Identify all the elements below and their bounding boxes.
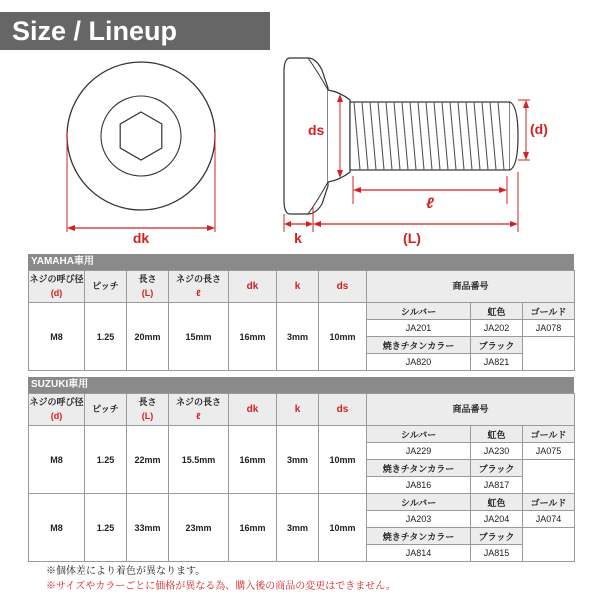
section-label-suzuki: SUZUKI車用 — [28, 377, 574, 393]
cell-dk: 16mm — [229, 494, 277, 562]
product-code: JA816 — [367, 477, 471, 494]
spec-table-suzuki — [28, 393, 575, 562]
cell-thread-length: 15mm — [169, 303, 229, 371]
color-label-black: ブラック — [471, 460, 523, 477]
header-pitch: ピッチ — [85, 271, 127, 303]
header-length: 長さ (L) — [127, 271, 169, 303]
color-label-rainbow: 虹色 — [471, 303, 523, 320]
color-label-gold: ゴールド — [523, 426, 575, 443]
table-header-row — [29, 271, 575, 303]
table-row — [29, 303, 575, 320]
empty-cell — [523, 460, 575, 494]
cell-thread-length: 23mm — [169, 494, 229, 562]
cell-dk: 16mm — [229, 303, 277, 371]
product-code: JA815 — [471, 545, 523, 562]
header-ds: ds — [319, 394, 367, 426]
header-dk: dk — [229, 271, 277, 303]
ds-label: ds — [308, 122, 325, 138]
product-code: JA074 — [523, 511, 575, 528]
product-code: JA817 — [471, 477, 523, 494]
cell-pitch: 1.25 — [85, 303, 127, 371]
k-label: k — [294, 230, 302, 246]
cell-d: M8 — [29, 494, 85, 562]
cell-length: 20mm — [127, 303, 169, 371]
cell-ds: 10mm — [319, 426, 367, 494]
header-ds: ds — [319, 271, 367, 303]
color-label-silver: シルバー — [367, 494, 471, 511]
spec-table-yamaha — [28, 270, 575, 371]
color-label-burnt-titanium: 焼きチタンカラー — [367, 528, 471, 545]
color-label-rainbow: 虹色 — [471, 426, 523, 443]
product-code: JA229 — [367, 443, 471, 460]
cell-length: 33mm — [127, 494, 169, 562]
header-product-code: 商品番号 — [367, 394, 575, 426]
product-code: JA201 — [367, 320, 471, 337]
header-nominal: ネジの呼び径 (d) — [29, 394, 85, 426]
cell-k: 3mm — [277, 426, 319, 494]
header-k: k — [277, 394, 319, 426]
notes — [46, 564, 396, 594]
empty-cell — [523, 337, 575, 371]
empty-cell — [523, 528, 575, 562]
product-code: JA203 — [367, 511, 471, 528]
note-color-variance: ※個体差により着色が異なります。 — [46, 566, 206, 577]
table-header-row — [29, 394, 575, 426]
product-code: JA821 — [471, 354, 523, 371]
note-no-exchange: ※サイズやカラーごとに価格が異なる為、購入後の商品の変更はできません。 — [46, 581, 396, 592]
cell-dk: 16mm — [229, 426, 277, 494]
cell-pitch: 1.25 — [85, 494, 127, 562]
color-label-silver: シルバー — [367, 426, 471, 443]
thread-length-label: ℓ — [426, 195, 434, 212]
color-label-burnt-titanium: 焼きチタンカラー — [367, 460, 471, 477]
color-label-gold: ゴールド — [523, 494, 575, 511]
header-product-code: 商品番号 — [367, 271, 575, 303]
product-code: JA202 — [471, 320, 523, 337]
cell-k: 3mm — [277, 303, 319, 371]
cell-pitch: 1.25 — [85, 426, 127, 494]
color-label-black: ブラック — [471, 337, 523, 354]
cell-d: M8 — [29, 426, 85, 494]
product-code: JA820 — [367, 354, 471, 371]
color-label-burnt-titanium: 焼きチタンカラー — [367, 337, 471, 354]
color-label-black: ブラック — [471, 528, 523, 545]
table-row — [29, 426, 575, 443]
cell-thread-length: 15.5mm — [169, 426, 229, 494]
product-code: JA075 — [523, 443, 575, 460]
L-label: (L) — [403, 230, 421, 246]
section-label-yamaha: YAMAHA車用 — [28, 254, 574, 270]
header-length: 長さ (L) — [127, 394, 169, 426]
cell-k: 3mm — [277, 494, 319, 562]
cell-ds: 10mm — [319, 303, 367, 371]
header-pitch: ピッチ — [85, 394, 127, 426]
product-code: JA230 — [471, 443, 523, 460]
cell-d: M8 — [29, 303, 85, 371]
color-label-rainbow: 虹色 — [471, 494, 523, 511]
header-dk: dk — [229, 394, 277, 426]
color-label-gold: ゴールド — [523, 303, 575, 320]
header-k: k — [277, 271, 319, 303]
header-thread-length: ネジの長さ ℓ — [169, 394, 229, 426]
header-thread-length: ネジの長さ ℓ — [169, 271, 229, 303]
product-code: JA204 — [471, 511, 523, 528]
color-label-silver: シルバー — [367, 303, 471, 320]
cell-ds: 10mm — [319, 494, 367, 562]
dk-label: dk — [132, 230, 150, 246]
header-nominal: ネジの呼び径 (d) — [29, 271, 85, 303]
cell-length: 22mm — [127, 426, 169, 494]
bolt-side-view — [284, 58, 530, 232]
bolt-head-top-view — [67, 62, 215, 232]
bolt-dimension-diagram — [0, 48, 600, 248]
product-code: JA078 — [523, 320, 575, 337]
product-code: JA814 — [367, 545, 471, 562]
page-title: Size / Lineup — [0, 12, 270, 50]
d-label: (d) — [530, 121, 548, 137]
table-row — [29, 494, 575, 511]
